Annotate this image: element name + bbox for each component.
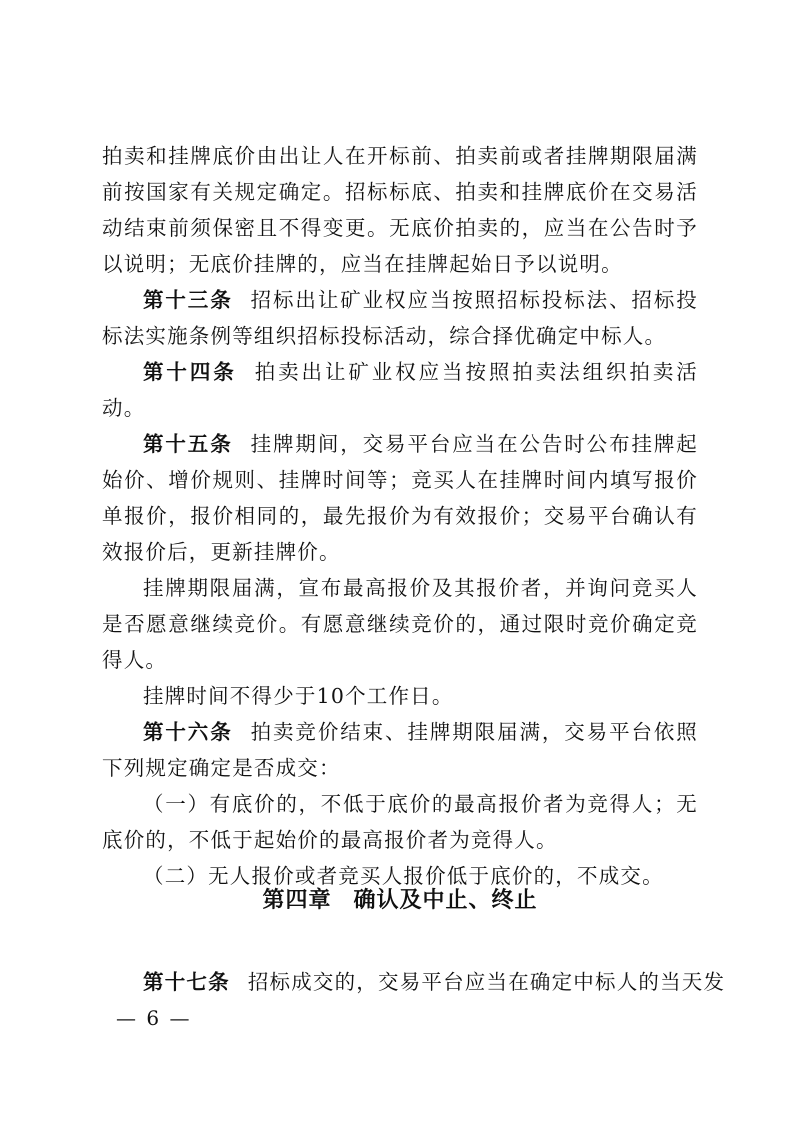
paragraph [102,678,698,714]
list-item-1 [102,786,698,858]
article-13 [102,282,698,354]
chapter-number: 第四章 [262,888,332,913]
article-heading: 第十四条 [143,360,237,384]
page-number: — 6 — [116,1006,192,1030]
paragraph-text: （一）有底价的，不低于底价的最高报价者为竞得人；无底价的，不低于起始价的最高报价者为竞得人。 [102,792,698,852]
body-text [102,138,698,894]
article-heading: 第十六条 [143,720,233,744]
article-heading: 第十五条 [143,432,233,456]
article-17 [102,964,726,1000]
chapter-name: 确认及中止、终止 [353,888,538,913]
article-15 [102,426,698,570]
paragraph [102,570,698,678]
paragraph-text: 拍卖出让矿业权应当按照拍卖法组织拍卖活动。 [102,360,698,420]
paragraph-text: 拍卖和挂牌底价由出让人在开标前、拍卖前或者挂牌期限届满前按国家有关规定确定。招标标底、拍卖和挂牌底价在交易活动结束前须保密且不得变更。无底价拍卖的，应当在公告时予以说明；无底价挂牌的，应当在挂牌起始日予以说明。 [102,144,698,276]
article-14 [102,354,698,426]
chapter-title [102,883,698,914]
article-heading: 第十七条 [143,970,230,994]
paragraph-text: 招标出让矿业权应当按照招标投标法、招标投标法实施条例等组织招标投标活动，综合择优确定中标人。 [102,288,698,348]
paragraph-text: 挂牌时间不得少于10个工作日。 [143,684,454,708]
paragraph-text: 挂牌期限届满，宣布最高报价及其报价者，并询问竞买人是否愿意继续竞价。有愿意继续竞价的，通过限时竞价确定竞得人。 [102,576,698,672]
paragraph-text: 招标成交的，交易平台应当在确定中标人的当天发 [247,970,726,994]
paragraph-text: 挂牌期间，交易平台应当在公告时公布挂牌起始价、增价规则、挂牌时间等；竞买人在挂牌时间内填写报价单报价，报价相同的，最先报价为有效报价；交易平台确认有效报价后，更新挂牌价。 [102,432,698,564]
paragraph-text: （二）无人报价或者竞买人报价低于底价的，不成交。 [143,864,664,888]
paragraph-continuation [102,138,698,282]
article-16 [102,714,698,786]
paragraph-text: 拍卖竞价结束、挂牌期限届满，交易平台依照下列规定确定是否成交： [102,720,698,780]
article-heading: 第十三条 [143,288,233,312]
